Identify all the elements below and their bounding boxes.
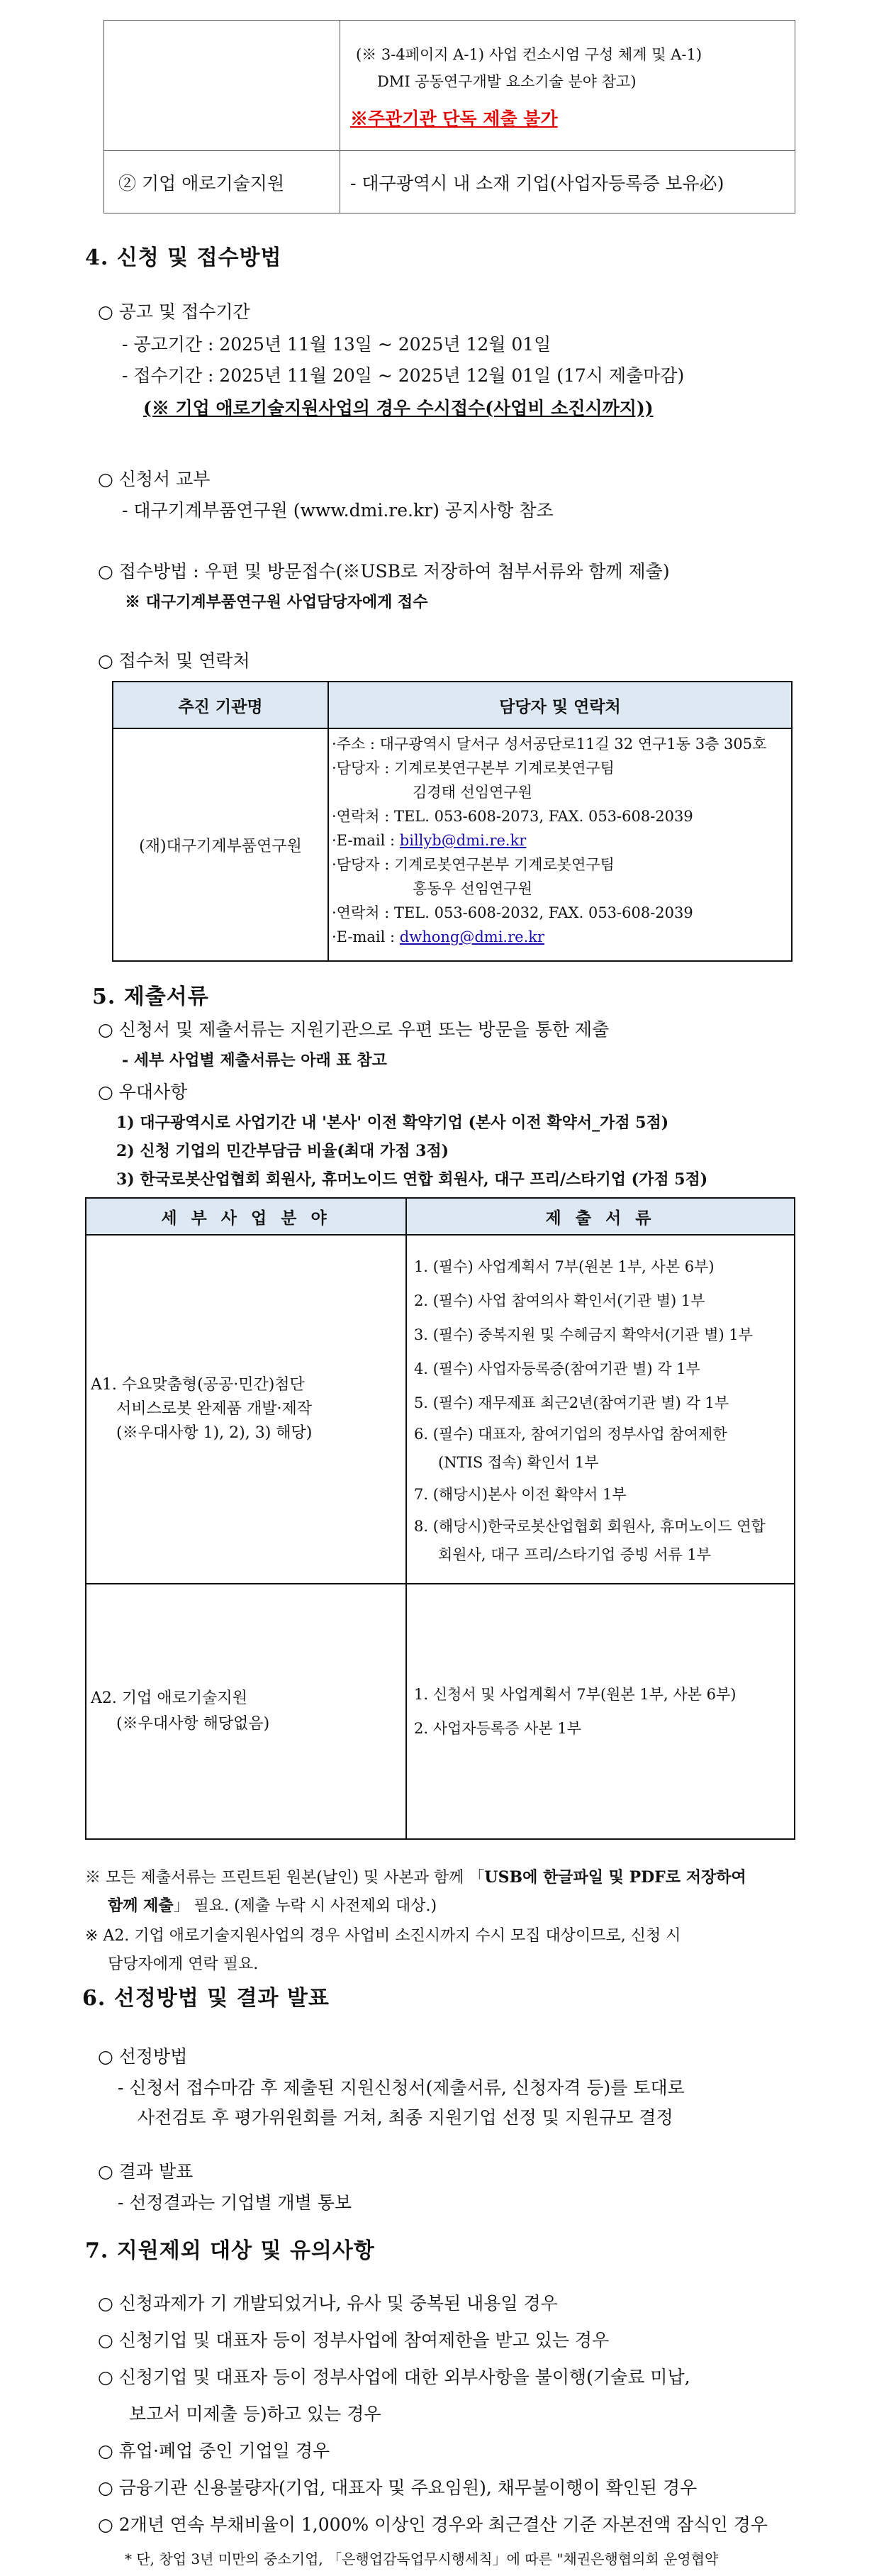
contact-details [328,728,792,961]
contact-heading: ○ 접수처 및 연락처 [98,650,250,671]
docs-col-program: 세 부 사 업 분 야 [86,1198,406,1235]
a1-doc-3: 3. (필수) 중복지원 및 수혜금지 확약서(기관 별) 1부 [414,1326,754,1343]
a1-doc-7: 7. (해당시)본사 이전 확약서 1부 [414,1486,627,1503]
program-a2-line1: A2. 기업 애로기술지원 [91,1689,247,1707]
contact-person2-dept: ·담당자 : 기계로봇연구본부 기계로봇연구팀 [332,856,615,873]
exclusion-footnote: * 단, 창업 3년 미만의 중소기업, 「은행업감독업무시행세칙」에 따른 "채권은행협의회 운영협약 [125,2550,719,2567]
section7-title: 7. 지원제외 대상 및 유의사항 [85,2238,375,2263]
preference-item-3: 3) 한국로봇산업협회 회원사, 휴머노이드 연합 회원사, 대구 프리/스타기업 (가점 5점) [116,1170,708,1189]
preference-item-1: 1) 대구광역시로 사업기간 내 '본사' 이전 확약기업 (본사 이전 확약서_가점 5점) [116,1114,669,1132]
footnote-usb [85,1865,746,1887]
a1-doc-6: 6. (필수) 대표자, 참여기업의 정부사업 참여제한 [414,1426,727,1443]
exclusion-item-2: ○ 신청기업 및 대표자 등이 정부사업에 참여제한을 받고 있는 경우 [98,2330,610,2350]
email-link-1[interactable]: billyb@dmi.re.kr [399,832,527,849]
a2-doc-2: 2. 사업자등록증 사본 1부 [414,1720,581,1737]
selection-line1: - 신청서 접수마감 후 제출된 지원신청서(제출서류, 신청자격 등)를 토대로 [118,2077,685,2098]
receipt-method-note: ※ 대구기계부품연구원 사업담당자에게 접수 [125,593,428,611]
program-a2-line2: (※우대사항 해당없음) [116,1715,270,1733]
submission-intro: ○ 신청서 및 제출서류는 지원기관으로 우편 또는 방문을 통한 제출 [98,1019,610,1040]
exclusion-item-5: ○ 금융기관 신용불량자(기업, 대표자 및 주요임원), 채무불이행이 확인된 경우 [98,2477,698,2498]
contact-col-person: 담당자 및 연락처 [328,682,792,728]
footnote-usb-a: ※ 모든 제출서류는 프린트된 원본(날인) 및 사본과 함께 「 [85,1869,485,1887]
contact-table [112,681,793,962]
single-submission-warning: ※주관기관 단독 제출 불가 [350,108,558,129]
eligibility-note-cell [340,21,795,151]
exclusion-item-3-cont: 보고서 미제출 등)하고 있는 경우 [129,2404,381,2424]
period-heading: ○ 공고 및 접수기간 [98,301,250,322]
email-link-2[interactable]: dwhong@dmi.re.kr [399,928,545,945]
contact-person1-name: 김경태 선임연구원 [413,784,532,801]
contact-person1-dept: ·담당자 : 기계로봇연구본부 기계로봇연구팀 [332,760,615,777]
program-a1-line1: A1. 수요맞춤형(공공·민간)첨단 [91,1376,305,1394]
section6-title: 6. 선정방법 및 결과 발표 [82,1986,330,2011]
support-category-eligibility: - 대구광역시 내 소재 기업(사업자등록증 보유必) [340,151,795,213]
a1-doc-2: 2. (필수) 사업 참여의사 확인서(기관 별) 1부 [414,1292,705,1309]
contact-person2-email-row [332,925,791,949]
eligibility-empty-cell [104,21,340,151]
eligibility-table [103,20,795,213]
program-a1-documents [406,1235,795,1584]
docs-col-documents: 제 출 서 류 [406,1198,795,1235]
contact-person1-phone: ·연락처 : TEL. 053-608-2073, FAX. 053-608-2039 [332,808,693,825]
a1-doc-4: 4. (필수) 사업자등록증(참여기관 별) 각 1부 [414,1360,700,1377]
footnote-usb-d: 」 필요. (제출 누락 시 사전제외 대상.) [173,1897,437,1915]
footnote-a2-cont: 담당자에게 연락 필요. [108,1955,259,1973]
exclusion-item-6: ○ 2개년 연속 부채비율이 1,000% 이상인 경우와 최근결산 기준 자본전액 잠식인 경우 [98,2514,768,2535]
exclusion-item-4: ○ 휴업·폐업 중인 기업일 경우 [98,2441,330,2461]
contact-person1-email-row [332,828,791,853]
consortium-note-line2: DMI 공동연구개발 요소기술 분야 참고) [377,72,637,90]
receipt-method: ○ 접수방법 : 우편 및 방문접수(※USB로 저장하여 첨부서류와 함께 제출) [98,561,670,582]
email-label: ·E-mail : [332,832,400,849]
result-text: - 선정결과는 기업별 개별 통보 [118,2192,352,2213]
email-label: ·E-mail : [332,928,400,945]
a1-doc-1: 1. (필수) 사업계획서 7부(원본 1부, 사본 6부) [414,1258,715,1275]
a1-doc-8-cont: 회원사, 대구 프리/스타기업 증빙 서류 1부 [438,1546,712,1563]
footnote-usb-cont [108,1894,437,1916]
contact-person2-name: 홍동우 선임연구원 [413,880,532,897]
program-a1-line3: (※우대사항 1), 2), 3) 해당) [116,1424,313,1442]
form-text: - 대구기계부품연구원 (www.dmi.re.kr) 공지사항 참조 [122,500,554,521]
contact-address: ·주소 : 대구광역시 달서구 성서공단로11길 32 연구1동 3층 305호 [332,735,767,753]
selection-heading: ○ 선정방법 [98,2046,188,2067]
section4-title: 4. 신청 및 접수방법 [85,245,282,270]
receipt-period: - 접수기간 : 2025년 11월 20일 ~ 2025년 12월 01일 (17시 제출마감) [122,365,685,386]
a1-doc-6-cont: (NTIS 접속) 확인서 1부 [438,1454,599,1471]
exclusion-item-1: ○ 신청과제가 기 개발되었거나, 유사 및 중복된 내용일 경우 [98,2293,558,2314]
submission-intro-note: - 세부 사업별 제출서류는 아래 표 참고 [122,1051,387,1070]
support-category-label: ② 기업 애로기술지원 [104,151,340,213]
preference-item-2: 2) 신청 기업의 민간부담금 비율(최대 가점 3점) [116,1142,449,1160]
program-a1 [86,1235,406,1584]
footnote-usb-c: 함께 제출 [108,1897,174,1915]
selection-line2: 사전검토 후 평가위원회를 거쳐, 최종 지원기업 선정 및 지원규모 결정 [138,2107,673,2128]
exclusion-item-3: ○ 신청기업 및 대표자 등이 정부사업에 대한 외부사항을 불이행(기술료 미납, [98,2367,690,2387]
result-heading: ○ 결과 발표 [98,2161,194,2182]
submission-docs-table [85,1197,795,1840]
form-heading: ○ 신청서 교부 [98,469,211,489]
footnote-usb-b: USB에 한글파일 및 PDF로 저장하여 [484,1868,746,1887]
footnote-a2: ※ A2. 기업 애로기술지원사업의 경우 사업비 소진시까지 수시 모집 대상이므로, 신청 시 [85,1927,681,1945]
program-a1-line2: 서비스로봇 완제품 개발·제작 [116,1400,313,1418]
program-a2 [86,1584,406,1839]
receipt-note: (※ 기업 애로기술지원사업의 경우 수시접수(사업비 소진시까지)) [143,398,654,418]
program-a2-documents [406,1584,795,1839]
contact-org: (재)대구기계부품연구원 [113,728,328,961]
section5-title: 5. 제출서류 [92,984,209,1009]
consortium-note-line1: (※ 3-4페이지 A-1) 사업 컨소시엄 구성 체계 및 A-1) [356,45,702,63]
preference-heading: ○ 우대사항 [98,1082,188,1102]
contact-person2-phone: ·연락처 : TEL. 053-608-2032, FAX. 053-608-2039 [332,904,693,921]
a1-doc-8: 8. (해당시)한국로봇산업협회 회원사, 휴머노이드 연합 [414,1518,766,1535]
a1-doc-5: 5. (필수) 재무제표 최근2년(참여기관 별) 각 1부 [414,1394,729,1411]
contact-col-org: 추진 기관명 [113,682,328,728]
notice-period: - 공고기간 : 2025년 11월 13일 ~ 2025년 12월 01일 [122,334,552,355]
a2-doc-1: 1. 신청서 및 사업계획서 7부(원본 1부, 사본 6부) [414,1686,737,1703]
